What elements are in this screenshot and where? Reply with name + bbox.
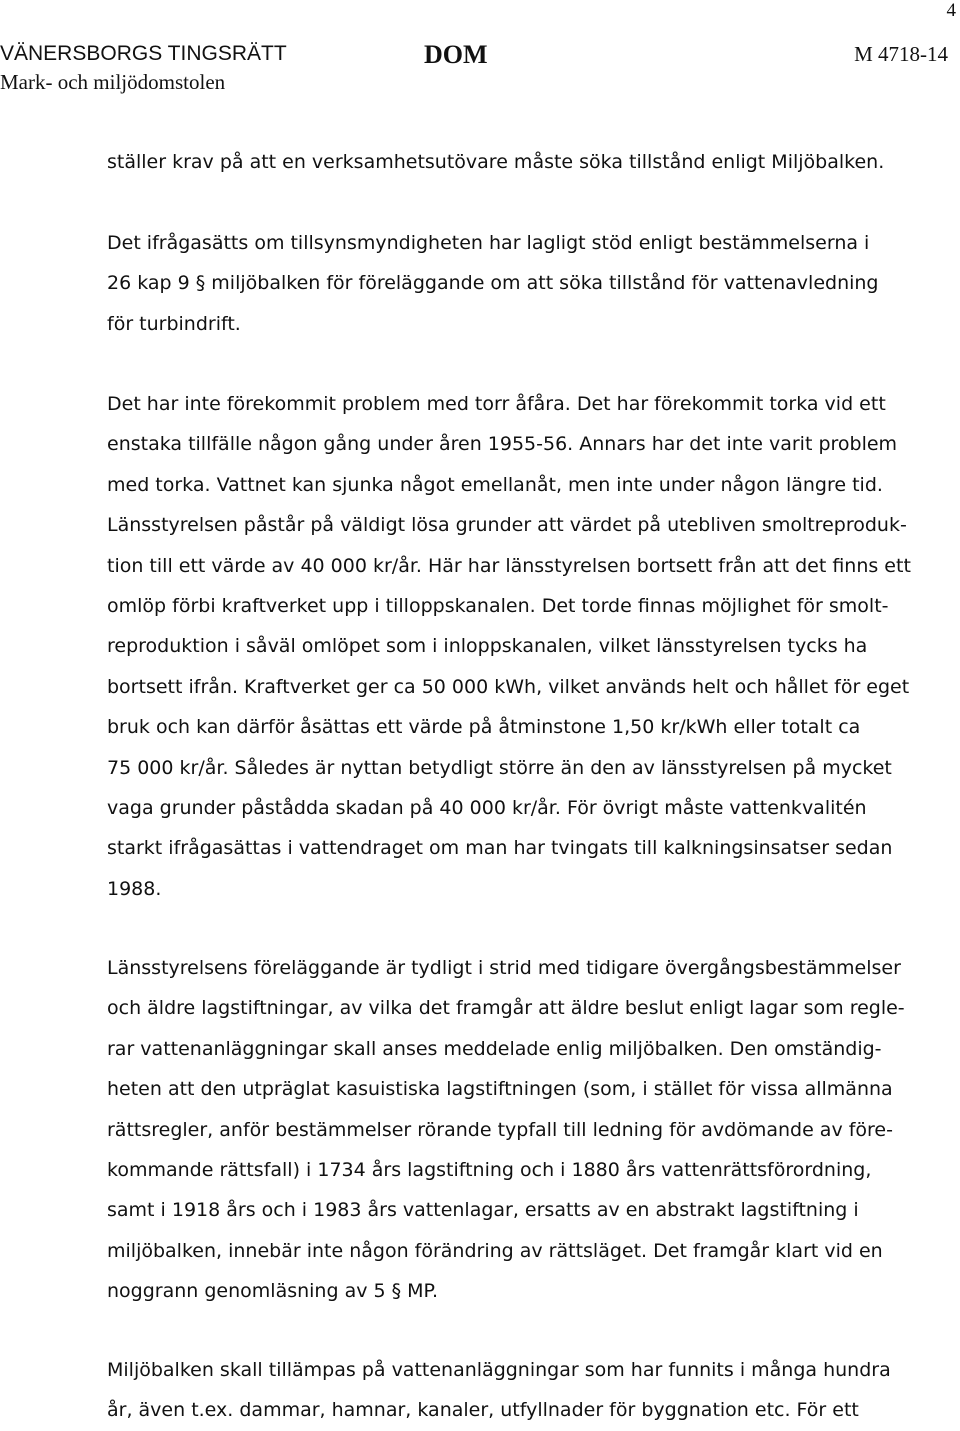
text-line: bruk och kan därför åsättas ett värde på åtminstone 1,50 kr/kWh eller totalt ca [107, 716, 861, 739]
text-line: heten att den utpräglat kasuistiska lagstiftningen (som, i stället för vissa allmänna [107, 1078, 893, 1101]
text-line: bortsett ifrån. Kraftverket ger ca 50 000 kWh, vilket används helt och hållet för eget [107, 675, 910, 698]
text-line: reproduktion i såväl omlöpet som i inloppskanalen, vilket länsstyrelsen tycks ha [107, 635, 868, 658]
text-line: starkt ifrågasättas i vattendraget om man har tvingats till kalkningsinsatser sedan [107, 837, 893, 860]
text-line: kommande rättsfall) i 1734 års lagstiftning och i 1880 års vattenrättsförordning, [107, 1159, 872, 1182]
text-line: för turbindrift. [107, 312, 241, 335]
paragraph-1 [107, 142, 897, 182]
text-line: Länsstyrelsen påstår på väldigt lösa grunder att värdet på utebliven smoltreproduk- [107, 514, 907, 537]
text-line: Länsstyrelsens föreläggande är tydligt i strid med tidigare övergångsbestämmelser [107, 957, 901, 979]
court-name: VÄNERSBORGS TINGSRÄTT [0, 42, 287, 65]
text-line: omlöp förbi kraftverket upp i tilloppskanalen. Det torde finnas möjlighet för smolt- [107, 595, 889, 618]
document-header [0, 40, 960, 100]
paragraph-3 [107, 384, 911, 909]
text-line: samt i 1918 års och i 1983 års vattenlagar, ersatts av en abstrakt lagstiftning i [107, 1199, 859, 1222]
text-line: med torka. Vattnet kan sjunka något emellanåt, men inte under någon längre tid. [107, 473, 883, 496]
text-line: rar vattenanläggningar skall anses meddelade enlig miljöbalken. Den omständig- [107, 1037, 882, 1060]
paragraph-4 [107, 948, 905, 1312]
text-line: ställer krav på att en verksamhetsutövare måste söka tillstånd enligt Miljöbalken. [107, 151, 885, 173]
document-type: DOM [424, 40, 488, 69]
text-line: tion till ett värde av 40 000 kr/år. Här har länsstyrelsen bortsett från att det finns ett [107, 554, 911, 577]
text-line: 1988. [107, 877, 162, 900]
text-line: enstaka tillfälle någon gång under åren 1955-56. Annars har det inte varit problem [107, 433, 898, 456]
text-line: miljöbalken, innebär inte någon förändring av rättsläget. Det framgår klart vid en [107, 1239, 883, 1262]
text-line: 75 000 kr/år. Således är nyttan betydligt större än den av länsstyrelsen på mycket [107, 756, 892, 779]
text-line: noggrann genomläsning av 5 § MP. [107, 1280, 439, 1303]
paragraph-5 [107, 1350, 897, 1431]
page-number: 4 [946, 0, 956, 21]
text-line: år, även t.ex. dammar, hamnar, kanaler, utfyllnader för byggnation etc. För ett [107, 1399, 859, 1422]
text-line: rättsregler, anför bestämmelser rörande typfall till ledning för avdömande av före- [107, 1118, 893, 1141]
text-line: Det ifrågasätts om tillsynsmyndigheten har lagligt stöd enligt bestämmelserna i [107, 232, 870, 254]
text-line: Miljöbalken skall tillämpas på vattenanläggningar som har funnits i många hundra [107, 1359, 891, 1381]
case-number: M 4718-14 [854, 42, 948, 66]
text-line: och äldre lagstiftningar, av vilka det framgår att äldre beslut enligt lagar som regle- [107, 997, 905, 1020]
text-line: Det har inte förekommit problem med torr åfåra. Det har förekommit torka vid ett [107, 393, 886, 415]
text-line: 26 kap 9 § miljöbalken för föreläggande om att söka tillstånd för vattenavledning [107, 272, 879, 295]
paragraph-2 [107, 223, 897, 344]
court-division: Mark- och miljödomstolen [0, 70, 226, 94]
text-line: vaga grunder påstådda skadan på 40 000 kr/år. För övrigt måste vattenkvalitén [107, 797, 867, 820]
